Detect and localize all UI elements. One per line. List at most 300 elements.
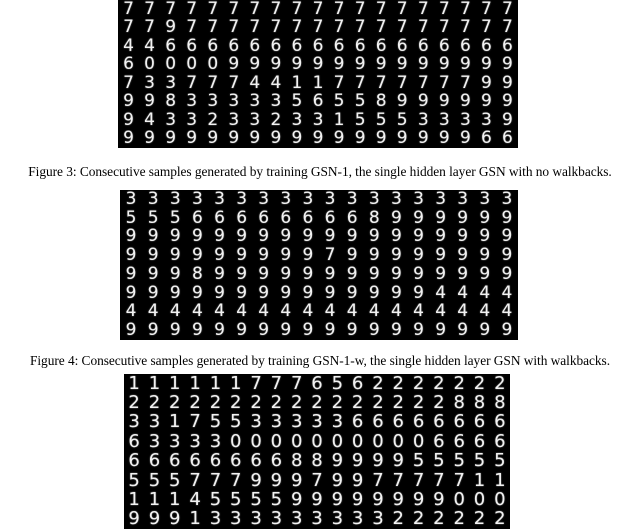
digit-sample: 7 xyxy=(207,74,219,93)
digit-sample-cell xyxy=(496,246,518,265)
digit-sample: 9 xyxy=(331,451,344,471)
digit-sample: 9 xyxy=(191,246,203,265)
digit-sample-cell xyxy=(208,246,230,265)
digit-sample: 7 xyxy=(354,18,366,37)
digit-sample-cell xyxy=(165,490,185,509)
digit-sample: 9 xyxy=(413,283,424,303)
digit-sample: 9 xyxy=(125,321,137,340)
digit-sample-cell xyxy=(244,74,265,93)
digit-sample-cell xyxy=(413,74,434,93)
digit-sample-cell xyxy=(286,74,307,93)
digit-sample: 7 xyxy=(312,0,324,19)
digit-sample-cell xyxy=(407,265,429,284)
digit-sample: 9 xyxy=(191,227,203,247)
digit-sample: 9 xyxy=(435,227,447,247)
digit-sample: 7 xyxy=(312,18,324,37)
digit-sample: 3 xyxy=(331,509,344,529)
digit-sample: 9 xyxy=(302,265,314,284)
digit-sample: 5 xyxy=(354,92,366,111)
digit-sample-cell xyxy=(231,209,253,228)
digit-sample: 3 xyxy=(457,190,469,209)
digit-sample: 5 xyxy=(147,208,159,228)
digit-sample-cell xyxy=(185,393,205,412)
digit-sample: 9 xyxy=(479,246,491,265)
digit-sample: 3 xyxy=(435,190,447,209)
digit-sample-cell xyxy=(392,74,413,93)
digit-sample-cell xyxy=(392,130,413,149)
digit-sample: 0 xyxy=(270,432,283,452)
digit-sample: 9 xyxy=(147,227,159,247)
digit-sample: 9 xyxy=(390,321,402,340)
digit-sample-cell xyxy=(202,130,223,149)
digit-sample-cell xyxy=(253,246,275,265)
digit-sample-cell xyxy=(124,452,144,471)
digit-sample-cell xyxy=(319,303,341,322)
digit-sample-cell xyxy=(185,510,205,529)
digit-sample: 9 xyxy=(169,246,181,265)
digit-sample-cell xyxy=(408,490,428,509)
digit-sample-cell xyxy=(181,93,202,112)
digit-sample-cell xyxy=(202,56,223,75)
digit-sample: 6 xyxy=(324,208,336,228)
digit-sample-cell xyxy=(307,432,327,451)
digit-sample: 3 xyxy=(312,111,324,130)
digit-sample-cell xyxy=(253,209,275,228)
digit-sample: 4 xyxy=(125,302,137,322)
digit-sample-cell xyxy=(368,471,388,490)
digit-sample: 9 xyxy=(501,227,513,247)
digit-sample: 3 xyxy=(501,190,513,209)
digit-sample: 3 xyxy=(144,74,155,93)
digit-sample: 2 xyxy=(230,393,242,413)
digit-sample: 0 xyxy=(144,55,155,74)
digit-sample: 1 xyxy=(148,374,161,394)
digit-sample: 9 xyxy=(413,321,424,340)
digit-sample: 6 xyxy=(128,432,140,452)
digit-sample-cell xyxy=(297,265,319,284)
digit-sample: 2 xyxy=(494,509,506,529)
digit-sample: 9 xyxy=(368,265,380,284)
digit-sample: 9 xyxy=(457,208,469,228)
digit-sample-cell xyxy=(327,432,347,451)
digit-sample: 9 xyxy=(351,451,364,471)
digit-sample: 7 xyxy=(144,0,155,19)
digit-sample-cell xyxy=(497,130,518,149)
digit-sample: 7 xyxy=(186,74,198,93)
digit-sample-cell xyxy=(429,393,449,412)
digit-sample: 0 xyxy=(372,432,384,452)
digit-sample-cell xyxy=(265,74,286,93)
digit-sample-cell xyxy=(392,93,413,112)
digit-sample-cell xyxy=(307,510,327,529)
digit-sample: 9 xyxy=(258,227,270,247)
digit-sample: 4 xyxy=(346,302,358,322)
digit-sample-cell xyxy=(385,228,407,247)
digit-sample: 9 xyxy=(236,321,248,340)
digit-sample-cell xyxy=(385,246,407,265)
digit-sample-cell xyxy=(165,413,185,432)
digit-sample-cell xyxy=(363,228,385,247)
digit-sample-cell xyxy=(307,490,327,509)
digit-sample: 8 xyxy=(453,393,465,413)
digit-sample: 9 xyxy=(354,129,366,148)
digit-sample-cell xyxy=(231,228,253,247)
digit-sample-cell xyxy=(297,246,319,265)
digit-sample-cell xyxy=(226,393,246,412)
digit-sample-cell xyxy=(226,490,246,509)
digit-sample-cell xyxy=(185,374,205,393)
digit-sample-cell xyxy=(476,111,497,130)
digit-sample-cell xyxy=(430,303,452,322)
digit-sample: 7 xyxy=(417,0,429,19)
digit-sample-cell xyxy=(307,37,328,56)
digit-sample-cell xyxy=(329,56,350,75)
digit-sample: 7 xyxy=(165,0,177,19)
digit-sample-cell xyxy=(253,321,275,340)
digit-sample-cell xyxy=(208,321,230,340)
digit-sample: 7 xyxy=(228,74,240,93)
digit-sample-cell xyxy=(202,0,223,19)
digit-sample-cell xyxy=(286,37,307,56)
digit-sample: 9 xyxy=(479,227,491,247)
digit-sample: 3 xyxy=(280,190,292,209)
digit-sample: 3 xyxy=(148,432,161,452)
digit-sample: 9 xyxy=(457,227,469,247)
digit-sample: 0 xyxy=(494,490,506,510)
digit-sample: 5 xyxy=(270,490,283,510)
digit-sample: 8 xyxy=(290,451,303,471)
digit-sample: 3 xyxy=(368,190,380,209)
digit-sample-cell xyxy=(371,130,392,149)
digit-sample: 5 xyxy=(230,412,242,433)
digit-sample-cell xyxy=(246,413,266,432)
digit-sample: 7 xyxy=(438,0,450,19)
digit-sample-cell xyxy=(297,209,319,228)
digit-sample: 3 xyxy=(209,432,222,452)
digit-sample-cell xyxy=(430,265,452,284)
digit-sample: 3 xyxy=(209,509,222,529)
digit-sample-cell xyxy=(319,228,341,247)
digit-sample: 4 xyxy=(302,302,314,322)
digit-sample-cell xyxy=(490,393,510,412)
digit-sample: 5 xyxy=(291,92,303,111)
digit-sample: 2 xyxy=(453,509,465,529)
digit-sample-cell xyxy=(266,471,286,490)
digit-sample: 9 xyxy=(435,208,447,228)
digit-sample-cell xyxy=(124,471,144,490)
digit-sample-cell xyxy=(347,471,367,490)
digit-sample: 9 xyxy=(228,129,240,148)
digit-sample-cell xyxy=(286,93,307,112)
digit-sample-cell xyxy=(144,432,164,451)
digit-sample-cell xyxy=(476,56,497,75)
digit-sample-cell xyxy=(124,393,144,412)
digit-sample-cell xyxy=(341,303,363,322)
digit-sample-cell xyxy=(120,284,142,303)
digit-sample: 7 xyxy=(207,18,219,37)
digit-sample-cell xyxy=(490,510,510,529)
digit-sample: 9 xyxy=(169,321,181,340)
digit-sample-cell xyxy=(205,374,225,393)
digit-sample: 9 xyxy=(354,55,366,74)
digit-sample: 9 xyxy=(331,490,344,510)
digit-sample: 4 xyxy=(144,111,155,130)
digit-sample: 5 xyxy=(333,92,345,111)
digit-sample-cell xyxy=(160,111,181,130)
digit-sample-cell xyxy=(350,130,371,149)
digit-sample: 6 xyxy=(346,208,358,228)
digit-sample-cell xyxy=(350,37,371,56)
digit-sample-cell xyxy=(120,303,142,322)
digit-sample-cell xyxy=(118,93,139,112)
digit-sample-cell xyxy=(142,190,164,209)
digit-sample: 9 xyxy=(249,129,261,148)
digit-sample: 2 xyxy=(250,393,262,413)
digit-sample: 2 xyxy=(433,509,445,529)
digit-sample: 6 xyxy=(417,37,429,56)
digit-sample-cell xyxy=(388,432,408,451)
digit-sample-cell xyxy=(165,432,185,451)
digit-sample-cell xyxy=(205,393,225,412)
digit-sample: 2 xyxy=(351,393,364,413)
digit-sample: 5 xyxy=(473,451,486,471)
digit-sample: 2 xyxy=(311,393,323,413)
digit-sample: 1 xyxy=(209,374,222,394)
digit-sample-cell xyxy=(164,265,186,284)
digit-sample-cell xyxy=(223,111,244,130)
digit-sample: 9 xyxy=(413,208,424,228)
digit-sample: 7 xyxy=(270,0,282,19)
digit-sample: 9 xyxy=(351,490,364,510)
digit-sample: 4 xyxy=(169,302,181,322)
digit-sample-cell xyxy=(474,303,496,322)
digit-sample: 1 xyxy=(473,470,486,491)
digit-sample-cell xyxy=(452,284,474,303)
digit-sample-cell xyxy=(266,490,286,509)
digit-sample-cell xyxy=(347,490,367,509)
digit-sample-cell xyxy=(124,490,144,509)
digit-sample-cell xyxy=(490,490,510,509)
digit-sample-cell xyxy=(429,374,449,393)
digit-sample: 4 xyxy=(457,283,469,303)
digit-sample: 9 xyxy=(258,283,270,303)
digit-sample-cell xyxy=(244,56,265,75)
digit-sample-cell xyxy=(434,56,455,75)
digit-sample: 9 xyxy=(392,490,404,510)
digit-sample: 5 xyxy=(331,374,344,394)
digit-sample: 3 xyxy=(169,432,181,452)
digit-sample: 9 xyxy=(324,265,336,284)
digit-sample-cell xyxy=(388,490,408,509)
digit-sample: 9 xyxy=(438,92,450,111)
digit-sample: 6 xyxy=(311,374,323,394)
digit-sample-cell xyxy=(434,74,455,93)
digit-sample: 9 xyxy=(501,208,513,228)
digit-sample: 9 xyxy=(280,227,292,247)
digit-sample-cell xyxy=(408,452,428,471)
digit-sample: 3 xyxy=(258,190,270,209)
digit-sample-cell xyxy=(160,19,181,38)
digit-sample-cell xyxy=(490,452,510,471)
digit-sample: 4 xyxy=(270,74,282,93)
digit-sample: 9 xyxy=(459,92,471,111)
digit-sample: 3 xyxy=(236,190,248,209)
digit-sample-cell xyxy=(231,190,253,209)
figure-4 xyxy=(120,190,518,340)
digit-sample: 2 xyxy=(209,393,222,413)
digit-sample-cell xyxy=(297,303,319,322)
digit-sample-cell xyxy=(307,74,328,93)
digit-sample-cell xyxy=(469,432,489,451)
digit-sample: 6 xyxy=(128,451,140,471)
digit-sample-cell xyxy=(205,510,225,529)
digit-sample: 6 xyxy=(191,208,203,228)
digit-sample: 7 xyxy=(459,0,471,19)
digit-sample: 7 xyxy=(417,18,429,37)
digit-sample: 9 xyxy=(165,129,177,148)
digit-sample: 8 xyxy=(191,265,203,284)
digit-sample-cell xyxy=(266,393,286,412)
digit-sample: 2 xyxy=(392,393,404,413)
digit-sample-cell xyxy=(368,413,388,432)
digit-sample-cell xyxy=(275,228,297,247)
digit-sample: 9 xyxy=(438,55,450,74)
digit-sample-cell xyxy=(341,284,363,303)
digit-sample: 5 xyxy=(169,208,181,228)
digit-sample: 9 xyxy=(280,321,292,340)
digit-sample: 1 xyxy=(291,74,303,93)
figure-5-sample-grid xyxy=(124,374,510,529)
digit-sample-cell xyxy=(350,93,371,112)
digit-sample-cell xyxy=(181,0,202,19)
digit-sample: 2 xyxy=(433,374,445,394)
digit-sample-cell xyxy=(388,510,408,529)
digit-sample-cell xyxy=(327,490,347,509)
digit-sample-cell xyxy=(434,19,455,38)
digit-sample-cell xyxy=(223,0,244,19)
digit-sample: 7 xyxy=(333,0,345,19)
digit-sample: 6 xyxy=(312,92,324,111)
digit-sample: 6 xyxy=(481,129,492,148)
digit-sample: 9 xyxy=(501,246,513,265)
digit-sample: 5 xyxy=(230,490,242,510)
digit-sample-cell xyxy=(474,265,496,284)
digit-sample: 6 xyxy=(258,208,270,228)
digit-sample-cell xyxy=(144,471,164,490)
digit-sample-cell xyxy=(497,37,518,56)
digit-sample-cell xyxy=(226,471,246,490)
digit-sample-cell xyxy=(208,284,230,303)
digit-sample: 6 xyxy=(453,432,465,452)
digit-sample: 9 xyxy=(417,92,429,111)
digit-sample-cell xyxy=(205,471,225,490)
digit-sample-cell xyxy=(407,321,429,340)
digit-sample-cell xyxy=(208,190,230,209)
digit-sample-cell xyxy=(165,510,185,529)
digit-sample-cell xyxy=(275,246,297,265)
digit-sample: 9 xyxy=(433,490,445,510)
digit-sample-cell xyxy=(496,321,518,340)
digit-sample-cell xyxy=(231,321,253,340)
digit-sample-cell xyxy=(430,190,452,209)
digit-sample: 9 xyxy=(302,283,314,303)
digit-sample: 3 xyxy=(413,190,424,209)
digit-sample: 2 xyxy=(270,393,283,413)
digit-sample-cell xyxy=(368,510,388,529)
digit-sample-cell xyxy=(165,471,185,490)
digit-sample: 4 xyxy=(413,302,424,322)
digit-sample-cell xyxy=(449,490,469,509)
digit-sample: 1 xyxy=(230,374,242,394)
digit-sample-cell xyxy=(350,74,371,93)
digit-sample-cell xyxy=(160,37,181,56)
digit-sample: 7 xyxy=(375,74,387,93)
digit-sample: 2 xyxy=(372,374,384,394)
digit-sample-cell xyxy=(205,452,225,471)
digit-sample: 7 xyxy=(459,74,471,93)
digit-sample: 3 xyxy=(148,412,161,433)
digit-sample-cell xyxy=(307,19,328,38)
digit-sample-cell xyxy=(286,56,307,75)
digit-sample: 9 xyxy=(291,55,303,74)
digit-sample-cell xyxy=(265,56,286,75)
digit-sample: 4 xyxy=(191,302,203,322)
digit-sample: 9 xyxy=(311,490,323,510)
digit-sample-cell xyxy=(497,19,518,38)
digit-sample: 7 xyxy=(144,18,155,37)
digit-sample-cell xyxy=(307,393,327,412)
digit-sample-cell xyxy=(231,246,253,265)
digit-sample: 7 xyxy=(230,470,242,491)
digit-sample: 7 xyxy=(375,0,387,19)
digit-sample: 3 xyxy=(191,190,203,209)
digit-sample: 9 xyxy=(148,509,161,529)
digit-sample: 1 xyxy=(494,470,506,491)
digit-sample-cell xyxy=(307,374,327,393)
figure-5 xyxy=(124,374,510,529)
digit-sample-cell xyxy=(434,111,455,130)
digit-sample-cell xyxy=(341,190,363,209)
digit-sample-cell xyxy=(164,284,186,303)
digit-sample: 9 xyxy=(270,55,282,74)
digit-sample: 9 xyxy=(144,129,155,148)
digit-sample-cell xyxy=(341,265,363,284)
digit-sample: 9 xyxy=(457,265,469,284)
digit-sample: 7 xyxy=(228,0,240,19)
digit-sample-cell xyxy=(118,56,139,75)
digit-sample-cell xyxy=(368,432,388,451)
digit-sample: 3 xyxy=(302,190,314,209)
digit-sample-cell xyxy=(430,284,452,303)
digit-sample-cell xyxy=(286,19,307,38)
digit-sample: 3 xyxy=(249,92,261,111)
digit-sample-cell xyxy=(164,209,186,228)
digit-sample: 4 xyxy=(479,283,491,303)
digit-sample: 0 xyxy=(250,432,262,452)
digit-sample-cell xyxy=(429,471,449,490)
digit-sample-cell xyxy=(347,452,367,471)
digit-sample: 6 xyxy=(230,451,242,471)
digit-sample-cell xyxy=(347,510,367,529)
digit-sample: 2 xyxy=(412,393,425,413)
digit-sample-cell xyxy=(275,321,297,340)
digit-sample-cell xyxy=(490,471,510,490)
digit-sample-cell xyxy=(496,190,518,209)
digit-sample: 6 xyxy=(502,37,513,56)
digit-sample-cell xyxy=(496,284,518,303)
digit-sample: 7 xyxy=(354,0,366,19)
digit-sample-cell xyxy=(286,130,307,149)
